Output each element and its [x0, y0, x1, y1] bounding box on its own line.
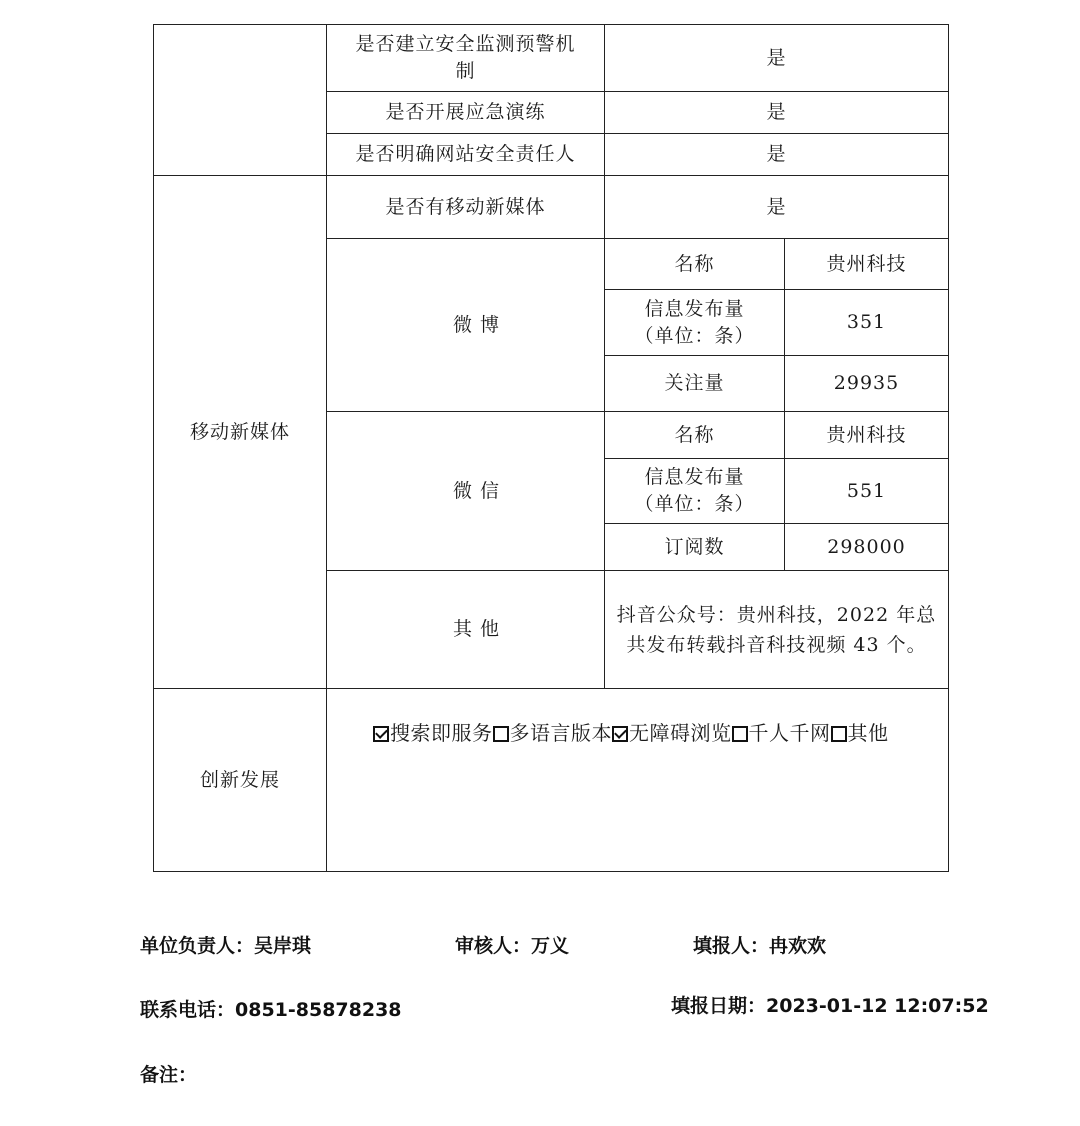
innovation-label: 创新发展	[154, 689, 327, 872]
wechat-label: 微 信	[327, 412, 605, 571]
weibo-posts-label: 信息发布量（单位：条）	[605, 290, 785, 356]
weibo-label: 微 博	[327, 239, 605, 412]
weibo-name-label: 名称	[605, 239, 785, 290]
innovation-options-cell	[327, 689, 949, 872]
checkbox-checked-icon	[612, 726, 628, 742]
innovation-option-label: 无障碍浏览	[629, 721, 732, 745]
filler: 填报人：冉欢欢	[693, 935, 827, 957]
weibo-followers-label: 关注量	[605, 356, 785, 412]
report-table	[153, 24, 949, 872]
innovation-options	[373, 720, 942, 747]
has-mobile-media-value: 是	[605, 176, 949, 239]
wechat-posts-value: 551	[785, 459, 949, 524]
weibo-name-value: 贵州科技	[785, 239, 949, 290]
weibo-posts-value: 351	[785, 290, 949, 356]
contact-phone: 联系电话：0851-85878238	[140, 999, 402, 1021]
checkbox-unchecked-icon	[732, 726, 748, 742]
other-label: 其 他	[327, 571, 605, 689]
innovation-option-label: 多语言版本	[509, 721, 612, 745]
checkbox-checked-icon	[373, 726, 389, 742]
wechat-name-label: 名称	[605, 412, 785, 459]
wechat-name-value: 贵州科技	[785, 412, 949, 459]
has-mobile-media-label: 是否有移动新媒体	[327, 176, 605, 239]
wechat-posts-label: 信息发布量（单位：条）	[605, 459, 785, 524]
wechat-subscribers-value: 298000	[785, 524, 949, 571]
reviewer: 审核人：万义	[455, 935, 570, 957]
security-section-cell	[154, 25, 327, 176]
fill-date: 填报日期：2023-01-12 12:07:52	[671, 995, 989, 1017]
responsible-label: 是否明确网站安全责任人	[327, 134, 605, 176]
weibo-followers-value: 29935	[785, 356, 949, 412]
responsible-value: 是	[605, 134, 949, 176]
monitoring-label: 是否建立安全监测预警机制	[327, 25, 605, 92]
wechat-subscribers-label: 订阅数	[605, 524, 785, 571]
mobile-media-section-label: 移动新媒体	[154, 176, 327, 689]
innovation-option-label: 千人千网	[748, 721, 831, 745]
drill-label: 是否开展应急演练	[327, 92, 605, 134]
checkbox-unchecked-icon	[831, 726, 847, 742]
note-label: 备注：	[140, 1064, 198, 1086]
innovation-option-label: 搜索即服务	[390, 721, 493, 745]
checkbox-unchecked-icon	[493, 726, 509, 742]
other-value: 抖音公众号：贵州科技，2022 年总共发布转载抖音科技视频 43 个。	[605, 571, 949, 689]
drill-value: 是	[605, 92, 949, 134]
monitoring-value: 是	[605, 25, 949, 92]
innovation-option-label: 其他	[847, 721, 889, 745]
unit-head: 单位负责人：吴岸琪	[140, 935, 312, 957]
